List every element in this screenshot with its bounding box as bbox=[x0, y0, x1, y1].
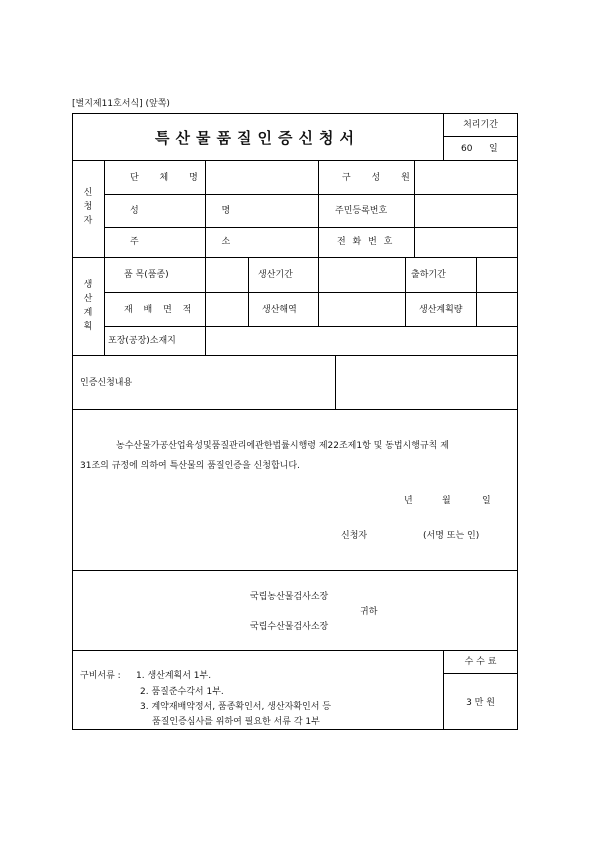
statement-line-2: 31조의 규정에 의하여 특산물의 품질인증을 신청합니다. bbox=[80, 461, 300, 471]
fee-amount: 3 만 원 bbox=[466, 698, 495, 708]
form-number: [별지제11호서식] (앞쪽) bbox=[72, 99, 170, 109]
attachment-item-2: 2. 품질준수각서 1부. bbox=[140, 687, 224, 697]
address-field[interactable] bbox=[206, 228, 317, 256]
production-region-label: 생산해역 bbox=[262, 305, 297, 315]
production-region-field[interactable] bbox=[319, 293, 404, 325]
group-name-field[interactable] bbox=[206, 161, 317, 193]
item-label: 품 목(품종) bbox=[124, 270, 169, 280]
name-field[interactable] bbox=[206, 195, 317, 226]
applicant-section-label: 신 청 자 bbox=[83, 188, 93, 226]
processing-days: 60 bbox=[461, 144, 473, 154]
packing-site-field[interactable] bbox=[206, 327, 517, 354]
name-label: 성 명 bbox=[130, 206, 271, 216]
statement-line-1: 농수산물가공산업육성및품질관리에관한법률시행령 제22조제1항 및 동법시행규칙 제 bbox=[116, 441, 449, 451]
attachment-item-3: 3. 계약재배약정서, 품종확인서, 생산자확인서 등 bbox=[140, 702, 331, 712]
phone-field[interactable] bbox=[415, 228, 517, 256]
production-period-label: 생산기간 bbox=[258, 270, 293, 280]
certification-content-field[interactable] bbox=[336, 356, 517, 408]
area-field[interactable] bbox=[206, 293, 247, 325]
signature-hint: (서명 또는 인) bbox=[423, 531, 480, 541]
composition-label: 구 성 원 bbox=[342, 173, 419, 183]
attachment-item-3-cont: 품질인증심사를 위하여 필요한 서류 각 1부 bbox=[152, 717, 320, 727]
composition-field[interactable] bbox=[415, 161, 517, 193]
certification-content-label: 인증신청내용 bbox=[80, 378, 133, 388]
production-section-label: 생 산 계 획 bbox=[83, 280, 93, 332]
processing-day-unit: 일 bbox=[489, 144, 498, 154]
address-label: 주 소 bbox=[130, 237, 271, 247]
recipient-agency-2: 국립수산물검사소장 bbox=[250, 622, 329, 632]
processing-period-label: 처리기간 bbox=[463, 120, 498, 130]
attachments-label: 구비서류 : bbox=[80, 671, 121, 681]
rrn-field[interactable] bbox=[415, 195, 517, 226]
planned-quantity-label: 생산계획량 bbox=[419, 305, 463, 315]
date-year-label: 년 bbox=[404, 496, 413, 506]
signer-name-field[interactable] bbox=[372, 527, 420, 543]
item-field[interactable] bbox=[206, 258, 247, 291]
shipping-period-label: 출하기간 bbox=[411, 270, 446, 280]
phone-label: 전 화 번 호 bbox=[337, 237, 395, 247]
fee-label: 수 수 료 bbox=[464, 657, 497, 667]
signer-label: 신청자 bbox=[341, 531, 368, 541]
group-name-label: 단 체 명 bbox=[130, 173, 207, 183]
date-day-label: 일 bbox=[482, 496, 491, 506]
attachment-item-1: 1. 생산계획서 1부. bbox=[136, 671, 212, 681]
planned-quantity-field[interactable] bbox=[477, 293, 517, 325]
rrn-label: 주민등록번호 bbox=[335, 206, 388, 216]
production-period-field[interactable] bbox=[319, 258, 404, 291]
area-label: 재 배 면 적 bbox=[124, 305, 196, 315]
recipient-agency-1: 국립농산물검사소장 bbox=[250, 592, 329, 602]
date-month-label: 월 bbox=[442, 496, 451, 506]
packing-site-label: 포장(공장)소재지 bbox=[108, 336, 176, 346]
recipient-honorific: 귀하 bbox=[360, 607, 378, 617]
shipping-period-field[interactable] bbox=[477, 258, 517, 291]
form-title: 특산물품질인증신청서 bbox=[155, 129, 360, 147]
